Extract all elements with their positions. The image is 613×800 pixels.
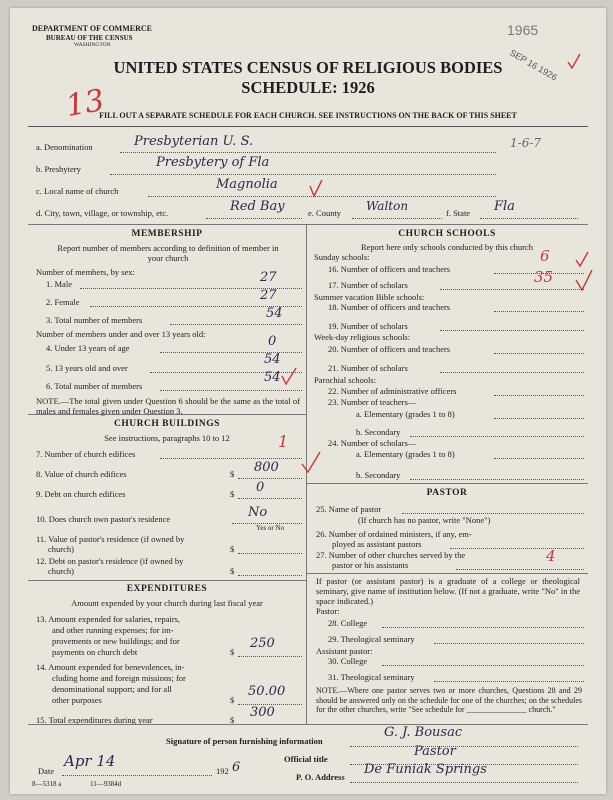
year-prefix: 192 xyxy=(216,766,229,776)
buildings-heading: CHURCH BUILDINGS xyxy=(114,419,220,429)
q26-label-a: 26. Number of ordained ministers, if any, em- xyxy=(316,529,472,539)
q12-dollar: $ xyxy=(230,566,235,576)
check-mark-icon xyxy=(576,252,588,266)
q16-value: 6 xyxy=(540,247,550,265)
q10-value: No xyxy=(248,505,268,520)
q9-value: 0 xyxy=(256,480,265,495)
q5-value: 54 xyxy=(264,352,281,367)
schools-heading: CHURCH SCHOOLS xyxy=(398,229,496,239)
q24a-label: a. Elementary (grades 1 to 8) xyxy=(356,449,455,459)
yes-no-hint: Yes or No xyxy=(256,524,285,532)
age-heading: Number of members under and over 13 years old: xyxy=(36,329,206,339)
q8-dollar: $ xyxy=(230,469,235,479)
church-name-value: Magnolia xyxy=(216,177,278,192)
graduate-note: If pastor (or assistant pastor) is a graduate of a college or theological seminary, give name of institution below. (If not a graduate, write "No" in the space indicated.) xyxy=(316,576,580,606)
q16-label: 16. Number of officers and teachers xyxy=(328,264,451,274)
q15-label: 15. Total expenditures during year xyxy=(36,715,153,725)
red-number: 13 xyxy=(63,82,107,125)
q15-value: 300 xyxy=(250,705,275,720)
q13-label-b: and other running expenses; for im- xyxy=(52,625,174,635)
q17-value: 35 xyxy=(534,268,554,286)
q25-label: 25. Name of pastor xyxy=(316,504,382,514)
q9-label: 9. Debt on church edifices xyxy=(36,489,126,499)
q4-value: 0 xyxy=(268,334,277,349)
parochial-schools-label: Parochial schools: xyxy=(314,375,377,385)
q6-label: 6. Total number of members xyxy=(46,381,143,391)
q29-label: 29. Theological seminary xyxy=(328,634,415,644)
q26-label-b: ployed as assistant pastors xyxy=(332,539,422,549)
county-label: e. County xyxy=(308,208,342,218)
q23-label: 23. Number of teachers— xyxy=(328,397,417,407)
q14-label-c: denominational support; and for all xyxy=(52,684,172,694)
expenditures-heading: EXPENDITURES xyxy=(126,584,208,594)
q23a-label: a. Elementary (grades 1 to 8) xyxy=(356,409,455,419)
instruction-line: FILL OUT A SEPARATE SCHEDULE FOR EACH CHURCH. SEE INSTRUCTIONS ON THE BACK OF THIS SHEET xyxy=(99,111,517,120)
form-subtitle: SCHEDULE: 1926 xyxy=(241,78,375,97)
state-label: f. State xyxy=(446,208,471,218)
q28-label: 28. College xyxy=(328,618,368,628)
q25-note: (If church has no pastor, write "None") xyxy=(358,515,491,525)
q2-label: 2. Female xyxy=(46,297,80,307)
form-number: 8—5318 a xyxy=(32,780,62,788)
q27-label-a: 27. Number of other churches served by the xyxy=(316,550,466,560)
q8-label: 8. Value of church edifices xyxy=(36,469,127,479)
q14-label-b: cluding home and foreign missions; for xyxy=(52,673,186,683)
bureau-label: BUREAU OF THE CENSUS xyxy=(46,34,133,42)
q11-label-a: 11. Value of pastor's residence (if owned by xyxy=(36,534,185,544)
po-address-value: De Funiak Springs xyxy=(364,762,487,777)
date-value: Apr 14 xyxy=(64,752,116,770)
q1-label: 1. Male xyxy=(46,279,72,289)
q14-value: 50.00 xyxy=(248,684,286,699)
q9-dollar: $ xyxy=(230,489,235,499)
red-check-marks xyxy=(10,8,606,794)
city-value: Red Bay xyxy=(230,199,285,214)
print-number: 11—9384d xyxy=(90,780,122,788)
dept-label: DEPARTMENT OF COMMERCE xyxy=(32,24,153,33)
q13-dollar: $ xyxy=(230,647,235,657)
church-name-label: c. Local name of church xyxy=(36,186,119,196)
q19-label: 19. Number of scholars xyxy=(328,321,408,331)
check-mark-icon xyxy=(302,452,320,472)
q20-label: 20. Number of officers and teachers xyxy=(328,344,451,354)
official-title-label: Official title xyxy=(284,754,328,764)
denomination-label: a. Denomination xyxy=(36,142,93,152)
by-sex-label: Number of members, by sex: xyxy=(36,267,135,277)
q7-label: 7. Number of church edifices xyxy=(36,449,136,459)
q5-label: 5. 13 years old and over xyxy=(46,363,128,373)
check-mark-icon xyxy=(568,54,580,68)
check-mark-icon xyxy=(576,270,592,290)
pastor-sub-label: Pastor: xyxy=(316,606,340,616)
q11-label-b: church) xyxy=(48,544,74,554)
q30-label: 30. College xyxy=(328,656,368,666)
q14-label-a: 14. Amount expended for benevolences, in- xyxy=(36,662,185,672)
q15-dollar: $ xyxy=(230,715,235,725)
q13-label-a: 13. Amount expended for salaries, repairs, xyxy=(36,614,180,624)
schools-intro: Report here only schools conducted by this church xyxy=(360,242,534,252)
q24b-label: b. Secondary xyxy=(356,470,401,480)
signature-label: Signature of person furnishing information xyxy=(166,736,323,746)
received-stamp: SEP 16 1926 xyxy=(508,47,559,83)
pastor-heading: PASTOR xyxy=(426,488,468,498)
signature-value: G. J. Bousac xyxy=(384,725,463,740)
q3-value: 54 xyxy=(266,306,283,321)
year-value: 6 xyxy=(232,760,241,775)
membership-intro: Report number of members according to definition of member in your church xyxy=(57,243,279,263)
q10-label: 10. Does church own pastor's residence xyxy=(36,514,171,524)
q1-value: 27 xyxy=(260,270,277,285)
official-title-value: Pastor xyxy=(414,744,456,759)
q11-dollar: $ xyxy=(230,544,235,554)
membership-note: NOTE.—The total given under Question 6 should be the same as the total of males and females given under Question 3. xyxy=(36,396,300,416)
county-value: Walton xyxy=(366,199,409,213)
presbytery-label: b. Presbytery xyxy=(36,164,81,174)
q13-label-d: payments on church debt xyxy=(52,647,138,657)
q27-label-b: pastor or his assistants xyxy=(332,560,409,570)
form-title: UNITED STATES CENSUS OF RELIGIOUS BODIES xyxy=(113,58,503,77)
check-mark-icon xyxy=(282,368,296,384)
q7-value: 1 xyxy=(278,432,289,451)
pastor-note: NOTE.—Where one pastor serves two or more churches, Questions 28 and 29 should be answered only on the schedule for one of the churches; on the schedules for the other churches, write "See schedule for _______________ church." xyxy=(316,686,582,714)
weekday-schools-label: Week-day religious schools: xyxy=(314,332,411,342)
q2-value: 27 xyxy=(260,288,277,303)
check-mark-icon xyxy=(310,180,322,196)
census-schedule-sheet xyxy=(10,8,606,794)
q12-label-b: church) xyxy=(48,566,74,576)
q13-label-c: provements or new buildings; and for xyxy=(52,636,180,646)
assistant-sub-label: Assistant pastor: xyxy=(316,646,373,656)
summer-schools-label: Summer vacation Bible schools: xyxy=(314,292,425,302)
q14-label-d: other purposes xyxy=(52,695,102,705)
q13-value: 250 xyxy=(250,636,275,651)
denomination-value: Presbyterian U. S. xyxy=(134,134,254,149)
stamp-number: 1965 xyxy=(507,22,539,38)
state-value: Fla xyxy=(494,199,515,214)
q6-value: 54 xyxy=(264,370,281,385)
q18-label: 18. Number of officers and teachers xyxy=(328,302,451,312)
sunday-schools-label: Sunday schools: xyxy=(314,252,370,262)
q21-label: 21. Number of scholars xyxy=(328,363,408,373)
date-label: Date xyxy=(38,766,55,776)
q3-label: 3. Total number of members xyxy=(46,315,143,325)
q4-label: 4. Under 13 years of age xyxy=(46,343,130,353)
city-label: WASHINGTON xyxy=(74,42,111,48)
membership-heading: MEMBERSHIP xyxy=(131,229,203,239)
buildings-intro: See instructions, paragraphs 10 to 12 xyxy=(104,433,230,443)
q27-value: 4 xyxy=(546,547,556,565)
q14-dollar: $ xyxy=(230,695,235,705)
denomination-code: 1-6-7 xyxy=(510,136,542,150)
q12-label-a: 12. Debt on pastor's residence (if owned by xyxy=(36,556,184,566)
q23b-label: b. Secondary xyxy=(356,427,401,437)
q24-label: 24. Number of scholars— xyxy=(328,438,417,448)
q8-value: 800 xyxy=(254,460,279,475)
expenditures-intro: Amount expended by your church during last fiscal year xyxy=(71,598,263,608)
q22-label: 22. Number of administrative officers xyxy=(328,386,457,396)
po-address-label: P. O. Address xyxy=(296,772,345,782)
q31-label: 31. Theological seminary xyxy=(328,672,415,682)
presbytery-value: Presbytery of Fla xyxy=(156,155,270,170)
city-label-field: d. City, town, village, or township, etc. xyxy=(36,208,169,218)
q17-label: 17. Number of scholars xyxy=(328,280,408,290)
